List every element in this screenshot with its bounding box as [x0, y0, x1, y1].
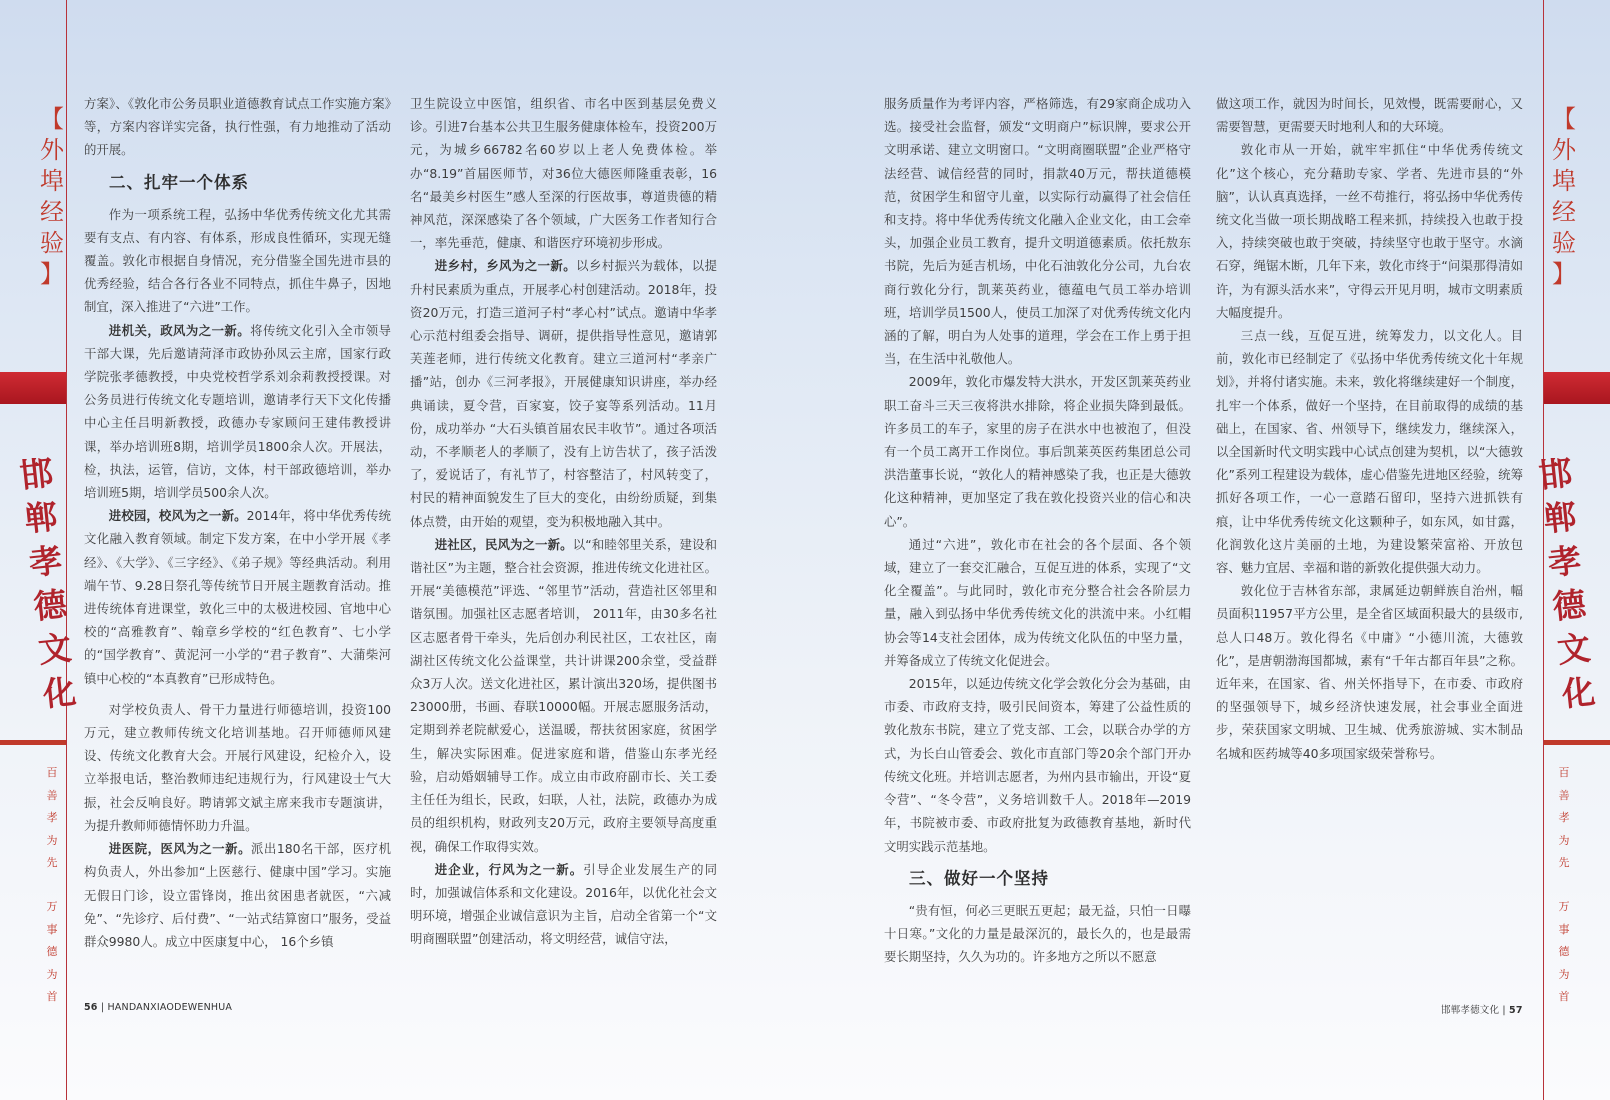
page-number: 56: [84, 1002, 98, 1013]
motto-right-2: 万 事 德 为 首: [1558, 900, 1570, 1003]
motto-left-1: 百 善 孝 为 先: [46, 766, 58, 869]
paragraph: 进社区，民风为之一新。以“和睦邻里关系，建设和谐社区”为主题，整合社会资源，推进传统文化进社区。开展“美德模范”评选、“邻里节”活动，营造社区邻里和谐氛围。加强社区志愿者培训， 2011年，由30多名社区志愿者骨干牵头，先后创办利民社区，工农社区，南湖社区传统文化公益课堂，共计讲课200余堂，受益群众3万人次。送文化进社区，累计演出320场，提供图书23000册，书画、春联10000幅。开展志愿服务活动，定期到养老院献爱心，送温暖，帮扶贫困家庭，贫困学生，解决实际困难。促进家庭和谐，借鉴山东孝光经验，启动婚姻辅导工作。成立由市政府副市长、关工委主任任为组长，民政，妇联，人社，法院，政德办为成员的组织机构，财政列支20万元，政府主要领导高度重视，确保工作取得实效。: [410, 536, 717, 854]
paragraph: 2009年，敦化市爆发特大洪水，开发区凯莱英药业职工奋斗三天三夜将洪水排除，将企业损失降到最低。许多员工的车子，家里的房子在洪水中也被泡了，但没有一个员工离开工作岗位。事后凯莱英医药集团总公司洪浩董事长说，“敦化人的精神感染了我，也正是大德敦化这种精神，更加坚定了我在敦化投资兴业的信心和决心”。: [884, 374, 1191, 529]
paragraph: 敦化位于吉林省东部，隶属延边朝鲜族自治州，幅员面积11957平方公里，是全省区域面积最大的县级市,总人口48万。敦化得名《中庸》“小德川流，大德敦化”，是唐朝渤海国都城，素有“千年古都百年县”之称。近年来，在国家、省、州关怀指导下，在市委、市政府的坚强领导下，城乡经济快速发展，社会事业全面进步，荣获国家文明城、卫生城、优秀旅游城、实木制品名城和医药城等40多项国家级荣誉称号。: [1216, 583, 1523, 761]
left-red-strip: [0, 740, 66, 745]
paragraph-lead: 进社区，民风为之一新。: [434, 536, 573, 552]
folio-text: HANDANXIAODEWENHUA: [107, 1002, 233, 1013]
paragraph: 进乡村，乡风为之一新。以乡村振兴为载体，以提升村民素质为重点，开展孝心村创建活动。2018年，投资20万元，打造三道河子村“孝心村”试点。邀请中华孝心示范村组委会指导、调研，提供指导性意见，邀请郭芙莲老师，进行传统文化教育。建立三道河村“孝亲广播”站，创办《三河孝报》，开展健康知识讲座，举办经典诵读，夏令营，百家宴，饺子宴等系列活动。11月份，成功举办 “大石头镇首届农民丰收节”。通过各项活动，不孝顺老人的孝顺了，没有上访告状了，孩子活泼了，爱说话了，有礼节了，村容整洁了，村风转变了，村民的精神面貌发生了巨大的变化，由纷纷质疑，到集体点赞，由开始的观望，变为积极地融入其中。: [410, 258, 718, 529]
section-heading-2: 二、扎牢一个体系: [109, 172, 249, 192]
paragraph: 2015年，以延边传统文化学会敦化分会为基础，由市委、市政府支持，吸引民间资本，筹建了公益性质的敦化敖东书院，建立了党支部、工会，以联合办学的方式，为长白山管委会、敦化市直部门等20余个部门开办传统文化班。并培训志愿者，为州内县市输出，开设“夏令营”、“冬令营”，义务培训数千人。2018年—2019年，书院被市委、市政府批复为政德教育基地，新时代文明实践示范基地。: [884, 676, 1191, 854]
paragraph: 通过“六进”，敦化市在社会的各个层面、各个领域，建立了一套交汇融合，互促互进的体系，实现了“文化全覆盖”。与此同时，敦化市充分整合社会各阶层力量，融入到弘扬中华优秀传统文化的洪流中来。小红帽协会等14支社会团体，成为传统文化队伍的中坚力量，并筹备成立了传统文化促进会。: [884, 536, 1191, 668]
right-page: [805, 0, 1610, 1100]
right-red-band: [1544, 372, 1610, 404]
right-red-strip: [1544, 740, 1610, 745]
paragraph: 服务质量作为考评内容，严格筛选，有29家商企成功入选。接受社会监督，颁发“文明商户”标识牌，要求公开文明承诺、建立文明窗口。“文明商圈联盟”企业严格守法经营、诚信经营的同时，捐款40万元，帮扶道德模范，贫困学生和留守儿童，以实际行动赢得了社会信任和支持。将中华优秀传统文化融入企业文化，由工会牵头，加强企业员工教育，提升文明道德素质。依托敖东书院，先后为延吉机场，中化石油敦化分公司，九台农商行敦化分行，凯莱英药业，德蕴电气员工举办培训班，培训学员1500人，使员工加深了对优秀传统文化内涵的了解，明白为人处事的道理，学会在工作上勇于担当，在生活中礼敬他人。: [884, 96, 1191, 367]
calligraphy-left: 邯 郸 孝 德 文 化: [18, 452, 78, 715]
motto-right-1: 百 善 孝 为 先: [1558, 766, 1570, 869]
motto-left-2: 万 事 德 为 首: [46, 900, 58, 1003]
sidebar-title-left: 【 外 埠 经 验 】: [40, 105, 64, 288]
column-2: [410, 92, 717, 951]
paragraph-lead: 进医院，医风为之一新。: [108, 841, 251, 857]
sidebar-title-right: 【 外 埠 经 验 】: [1552, 105, 1576, 288]
paragraph: 对学校负责人、骨干力量进行师德培训，投资100万元，建立教师传统文化培训基地。召开师德师风建设、传统文化教育大会。开展行风建设，纪检介入，设立举报电话，整治教师违纪违规行为，行风建设士气大振，社会反响良好。聘请郭文斌主席来我市专题演讲，为提升教师师德情怀助力升温。: [84, 701, 391, 833]
paragraph-lead: 进校园，校风为之一新。: [108, 508, 247, 524]
paragraph: “贵有恒，何必三更眠五更起；最无益，只怕一日曝十日寒。”文化的力量是最深沉的，最长久的，也是最需要长期坚持，久久为功的。许多地方之所以不愿意: [884, 902, 1191, 965]
section-heading-3: 三、做好一个坚持: [909, 868, 1049, 888]
column-1: [84, 92, 391, 953]
paragraph: 进医院，医风为之一新。派出180名干部，医疗机构负责人，外出参加“上医慈行、健康中国”学习。实施无假日门诊，设立雷锋岗，推出贫困患者就医，“六减免”、“先诊疗、后付费”、“一站式结算窗口”服务，受益群众9980人。成立中医康复中心， 16个乡镇: [84, 841, 391, 949]
column-4: [1216, 92, 1523, 765]
paragraph-lead: 进企业，行风为之一新。: [434, 861, 584, 877]
paragraph: 卫生院设立中医馆，组织省、市名中医到基层免费义诊。引进7台基本公共卫生服务健康体检车，投资200万元，为城乡66782名60岁以上老人免费体检。举办“8.19”首届医师节，对36位大德医师隆重表彰，16名“最美乡村医生”感人至深的行医故事，尊道贵德的精神风范，深深感染了各个领域，广大医务工作者知行合一，率先垂范，健康、和谐医疗环境初步形成。: [410, 96, 717, 251]
folio-text: 邯郸孝德文化: [1441, 1005, 1500, 1016]
paragraph-lead: 进机关，政风为之一新。: [108, 322, 251, 338]
paragraph-lead: 进乡村，乡风为之一新。: [434, 258, 577, 274]
paragraph: 进企业，行风为之一新。引导企业发展生产的同时，加强诚信体系和文化建设。2016年，以优化社会文明环境，增强企业诚信意识为主旨，启动全省第一个“文明商圈联盟”创建活动，将文明经营，诚信守法，: [410, 861, 718, 947]
calligraphy-right: 邯 郸 孝 德 文 化: [1537, 452, 1597, 715]
paragraph: 三点一线，互促互进，统筹发力，以文化人。目前，敦化市已经制定了《弘扬中华优秀传统文化十年规划》，并将付诸实施。未来，敦化将继续建好一个制度，扎牢一个体系，做好一个坚持，在目前取得的成绩的基础上，在国家、省、州领导下，继续发力，继续深入，以全国新时代文明实践中心试点创建为契机，以“大德敦化”系列工程建设为载体，虚心借鉴先进地区经验，统筹抓好各项工作，一心一意踏石留印，坚持六进抓铁有痕，让中华优秀传统文化这颗种子，如东风，如甘露，化润敦化这片美丽的土地，为建设繁荣富裕、开放包容、魅力宜居、幸福和谐的新敦化提供强大动力。: [1216, 328, 1523, 576]
paragraph: 敦化市从一开始，就牢牢抓住“中华优秀传统文化”这个核心，充分藉助专家、学者、先进市县的“外脑”，认认真真选择，一丝不苟推行，将弘扬中华优秀传统文化当做一项长期战略工程来抓，持续投入也敢于投入，持续突破也敢于突破，持续坚守也敢于坚守。水滴石穿，绳锯木断，几年下来，敦化市终于“问渠那得清如许，为有源头活水来”，守得云开见月明，城市文明素质大幅度提升。: [1216, 142, 1523, 320]
column-3: [884, 92, 1191, 968]
paragraph: 进机关，政风为之一新。将传统文化引入全市领导干部大课，先后邀请菏泽市政协孙凤云主席，国家行政学院张孝德教授，中央党校哲学系刘余莉教授授课。对公务员进行传统文化专题培训，邀请孝行天下文化传播中心主任吕明新教授，政德办专家顾问王建伟教授讲课，举办培训班8期，培训学员1800余人次。开展法，检，执法，运管，信访，文体，村干部政德培训，举办培训班5期，培训学员500余人次。: [84, 322, 392, 501]
page-number: 57: [1509, 1005, 1523, 1016]
paragraph: 进校园，校风为之一新。2014年，将中华优秀传统文化融入教育领域。制定下发方案，在中小学开展《孝经》、《大学》、《三字经》、《弟子规》等经典活动。利用端午节、9.28日祭孔等传统节日开展主题教育活动。推进传统体育进课堂，敦化三中的太极进校园、官地中心校的“高雅教育”、翰章乡学校的“红色教育”、七小学的“国学教育”、黄泥河一小学的“君子教育”、大蒲柴河镇中心校的“本真教育”已形成特色。: [84, 508, 392, 686]
paragraph: 作为一项系统工程，弘扬中华优秀传统文化尤其需要有支点、有内容、有体系，形成良性循环，实现无缝覆盖。敦化市根据自身情况，充分借鉴全国先进市县的优秀经验，结合各行各业不同特点，抓住牛鼻子，因地制宜，深入推进了“六进”工作。: [84, 206, 391, 315]
left-red-band: [0, 372, 66, 404]
folio-right: 邯郸孝德文化 | 57: [1441, 1005, 1523, 1016]
paragraph: 做这项工作，就因为时间长，见效慢，既需要耐心，又需要智慧，更需要天时地利人和的大环境。: [1216, 96, 1523, 135]
paragraph: 方案》、《敦化市公务员职业道德教育试点工作实施方案》等，方案内容详实完备，执行性强，有力地推动了活动的开展。: [84, 96, 391, 158]
folio-left: 56 | HANDANXIAODEWENHUA: [84, 1002, 233, 1013]
